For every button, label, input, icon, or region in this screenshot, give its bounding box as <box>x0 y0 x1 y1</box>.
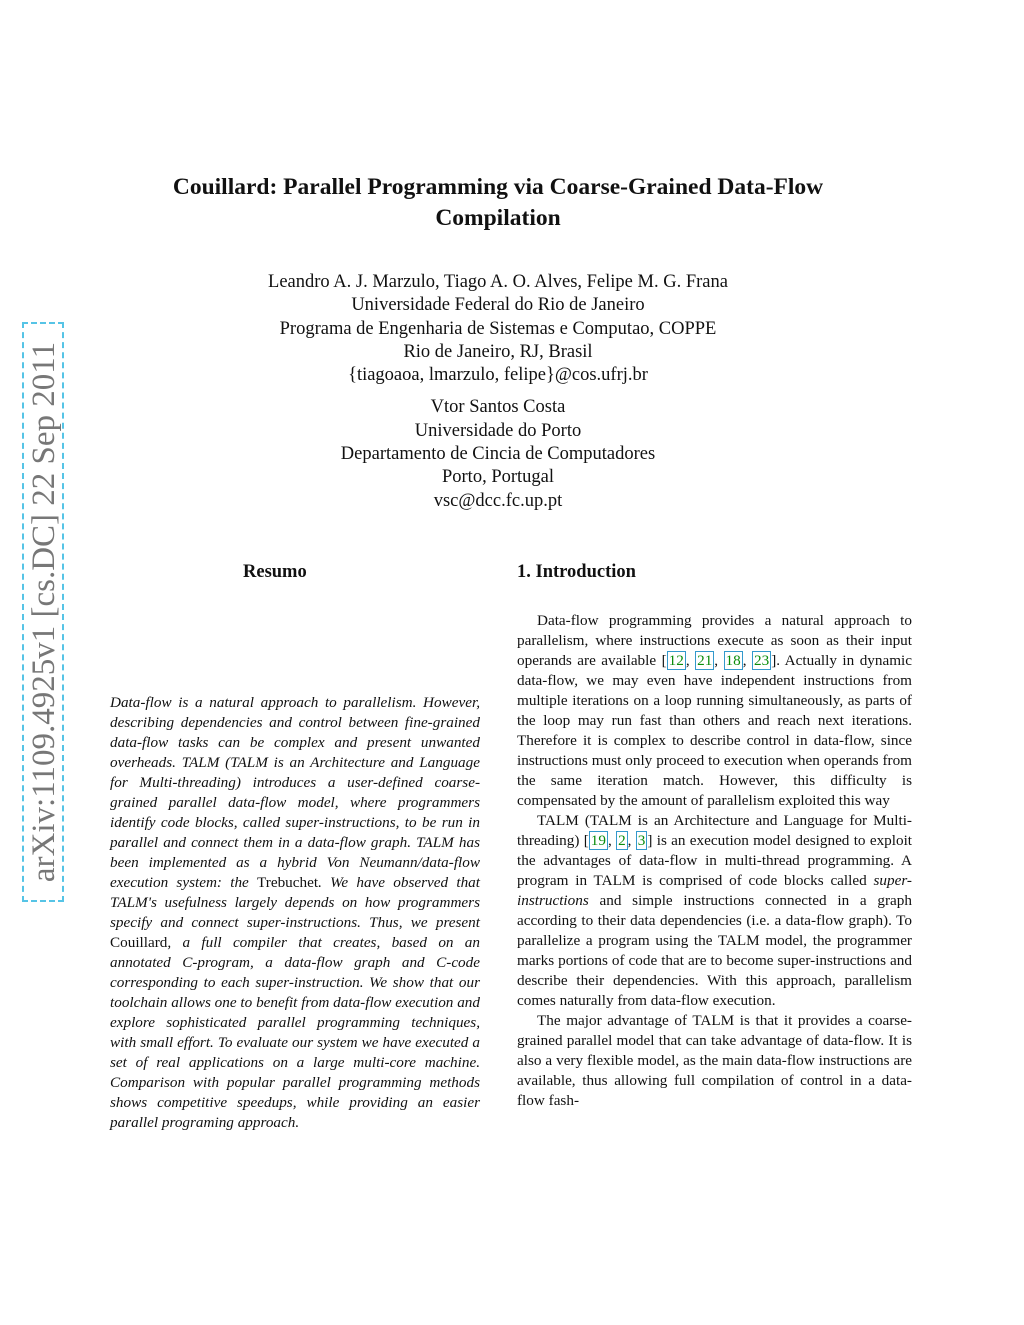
abstract-heading: Resumo <box>243 562 307 582</box>
citation-link[interactable]: 18 <box>725 652 741 669</box>
intro-paragraph-1: Data-flow programming provides a natural approach to parallelism, where instructions execute as soon as their input operands are available [ 12 , 21 , 18 , 23 ]. Actually in dynamic data-flow, we may even have independent instructions from multiple iterations on a loop running simultaneously, as parts of the loop may run fast than others and reach next iterations. Therefore it is complex to describe control in data-flow, since instructions must only proceed to execution when operands from the same iteration match. However, this difficulty is compensated by the amount of parallelism exploited this way <box>517 612 913 809</box>
title-line-1: Couillard: Parallel Programming via Coarse-Grained Data-Flow <box>172 174 824 200</box>
author-names-1: Leandro A. J. Marzulo, Tiago A. O. Alves, Felipe M. G. Frana <box>268 272 728 292</box>
citation-link[interactable]: 23 <box>754 652 770 669</box>
email-1: {tiagoaoa, lmarzulo, felipe}@cos.ufrj.br <box>348 365 648 386</box>
citation-link[interactable]: 19 <box>590 832 606 849</box>
abstract-text <box>110 693 480 1133</box>
citation-link[interactable]: 3 <box>637 832 646 849</box>
citation-link[interactable]: 12 <box>668 652 684 669</box>
introduction-heading: 1. Introduction <box>517 562 636 582</box>
couillard-name: Couillard <box>110 934 168 951</box>
citation-link[interactable]: 2 <box>618 832 626 849</box>
title-line-2: Compilation <box>435 205 561 231</box>
department-2: Departamento de Cincia de Computadores <box>340 444 656 465</box>
abstract-part-3: , a full compiler that creates, based on an annotated C-program, a data-flow graph and C-code corresponding to each super-instruction. We show that our toolchain allows one to benefit from data-flow execution and explore sophisticated parallel programming techniques, with small effort. To evaluate our system we have executed a set of real applications on a large multi-core machine. Comparison with popular parallel programming methods shows competitive speedups, while providing an easier parallel programing approach. <box>110 934 480 1131</box>
author-block <box>200 271 796 513</box>
affiliation-2: Universidade do Porto <box>414 420 582 441</box>
intro-paragraph-3: The major advantage of TALM is that it provides a coarse-grained parallel model that can take advantage of data-flow. It is also a very flexible model, as the main data-flow instructions are available, thus allowing full compilation of control in a data-flow fash- <box>517 1012 912 1109</box>
location-2: Porto, Portugal <box>441 467 555 488</box>
introduction-body <box>517 611 912 1111</box>
department-1: Programa de Engenharia de Sistemas e Computao, COPPE <box>279 318 717 339</box>
arxiv-stamp: arXiv:1109.4925v1 [cs.DC] 22 Sep 2011 <box>26 341 62 883</box>
super-instructions-term: super-instructions <box>517 872 912 909</box>
author-names-2: Vtor Santos Costa <box>430 397 566 418</box>
location-1: Rio de Janeiro, RJ, Brasil <box>403 341 593 362</box>
citation-link[interactable]: 21 <box>697 652 713 669</box>
email-2: vsc@dcc.fc.up.pt <box>433 490 563 511</box>
trebuchet-name: Trebuchet <box>257 874 319 891</box>
abstract-part-1: Data-flow is a natural approach to parallelism. However, describing dependencies and control between fine-grained data-flow tasks can be complex and present unwanted overheads. TALM (TALM is an Architecture and Language for Multi-threading) introduces a user-defined coarse-grained parallel data-flow model, where programmers identify code blocks, called super-instructions, to be run in parallel and connect them in a data-flow graph. TALM has been implemented as a hybrid Von Neumann/data-flow execution system: the <box>110 694 480 891</box>
paper-title <box>110 172 886 234</box>
abstract-part-2: . We have observed that TALM's usefulness largely depends on how programmers specify and connect super-instructions. Thus, we present <box>110 874 480 931</box>
affiliation-1: Universidade Federal do Rio de Janeiro <box>351 295 645 316</box>
intro-paragraph-2: TALM (TALM is an Architecture and Language for Multi-threading) [ 19 , 2 , 3 ] is an execution model designed to exploit the advantages of data-flow in multi-thread programming. A program in TALM is comprised of code blocks called super-instructions and simple instructions connected in a graph according to their data dependencies (i.e. a data-flow graph). To parallelize a program using the TALM model, the programmer marks portions of code that are to become super-instructions and describe their dependencies. With this approach, parallelism comes naturally from data-flow execution. <box>517 812 913 1009</box>
